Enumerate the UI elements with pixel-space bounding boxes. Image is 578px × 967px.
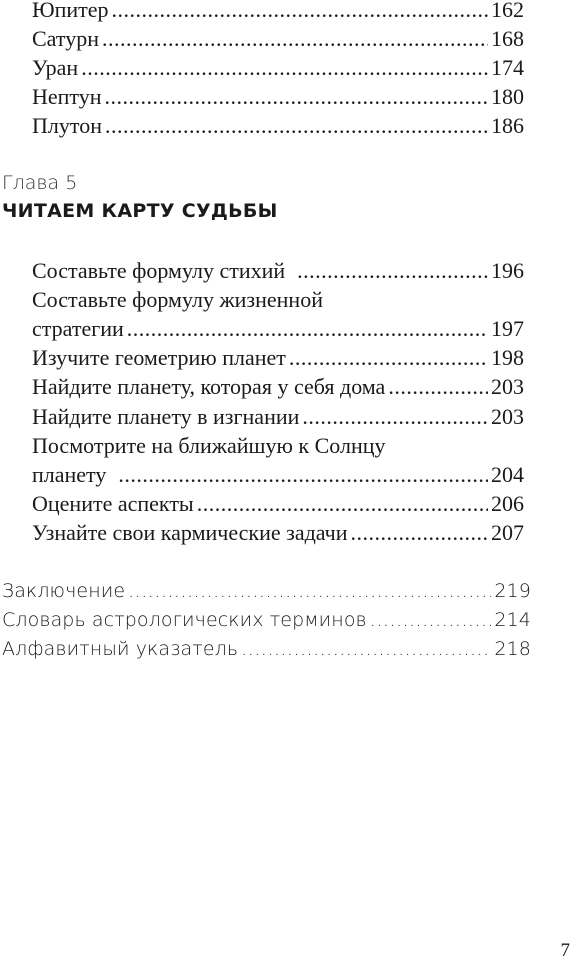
toc-entry-planet-at-home: [32, 374, 524, 400]
dot-leader: [102, 26, 488, 52]
toc-entry-planet-in-exile: [32, 404, 524, 430]
dot-leader: [128, 580, 491, 602]
toc-entry-karmic-tasks: [32, 520, 524, 546]
page-number: 7: [560, 940, 570, 961]
toc-entry-page: 180: [491, 84, 524, 109]
toc-entry-title: Найдите планету, которая у себя дома: [32, 374, 386, 399]
toc-entry-page: 214: [494, 609, 531, 631]
toc-entry-neptune: [32, 84, 524, 110]
toc-entry-title: Плутон: [32, 113, 102, 138]
toc-entry-title: Узнайте свои кармические задачи: [32, 520, 348, 545]
toc-entry-page: 219: [494, 580, 531, 602]
chapter-title: ЧИТАЕМ КАРТУ СУДЬБЫ: [2, 200, 278, 222]
toc-entry-title: планету: [32, 462, 107, 487]
toc-entry-life-strategy: [32, 316, 524, 342]
toc-entry-page: 186: [491, 113, 524, 138]
dot-leader: [105, 113, 488, 139]
dot-leader: [241, 638, 491, 660]
toc-entry-title: Алфавитный указатель: [2, 638, 239, 660]
toc-entry-title: Словарь астрологических терминов: [2, 609, 367, 631]
toc-entry-index: [2, 638, 531, 660]
dot-leader: [197, 491, 488, 517]
toc-entry-planet-geometry: [32, 345, 524, 371]
toc-entry-page: 204: [491, 462, 524, 487]
toc-entry-aspects: [32, 491, 524, 517]
dot-leader: [105, 84, 488, 110]
dot-leader: [112, 0, 488, 23]
toc-entry-page: 196: [491, 258, 524, 283]
toc-entry-page: 162: [491, 0, 524, 22]
toc-entry-title: Составьте формулу стихий: [32, 258, 286, 283]
toc-entry-title: стратегии: [32, 316, 124, 341]
toc-entry-title: Сатурн: [32, 26, 99, 51]
toc-entry-page: 168: [491, 26, 524, 51]
toc-entry-page: 206: [491, 491, 524, 516]
dot-leader: [289, 345, 488, 371]
toc-entry-page: 207: [491, 520, 524, 545]
toc-entry-elements-formula: [32, 258, 524, 284]
toc-entry-title-line1: Посмотрите на ближайшую к Солнцу: [32, 433, 386, 458]
toc-entry-title: Оцените аспекты: [32, 491, 194, 516]
toc-entry-page: 203: [491, 374, 524, 399]
toc-entry-saturn: [32, 26, 524, 52]
toc-entry-conclusion: [2, 580, 531, 602]
toc-entry-jupiter: [32, 0, 524, 23]
toc-entry-pluto: [32, 113, 524, 139]
toc-entry-title-line1: Составьте формулу жизненной: [32, 287, 323, 312]
toc-entry-page: 198: [491, 345, 524, 370]
toc-entry-title: Нептун: [32, 84, 102, 109]
toc-entry-glossary: [2, 609, 531, 631]
toc-entry-title: Юпитер: [32, 0, 109, 22]
dot-leader: [118, 462, 488, 488]
dot-leader: [81, 55, 488, 81]
toc-entry-title: Найдите планету в изгнании: [32, 404, 300, 429]
dot-leader: [302, 404, 488, 430]
toc-entry-title: Уран: [32, 55, 79, 80]
dot-leader: [370, 609, 492, 631]
toc-entry-page: 218: [494, 638, 531, 660]
dot-leader: [351, 520, 488, 546]
toc-entry-uranus: [32, 55, 524, 81]
toc-entry-closest-planet: [32, 462, 524, 488]
toc-entry-page: 197: [491, 316, 524, 341]
dot-leader: [297, 258, 488, 284]
chapter-label: Глава 5: [2, 172, 78, 194]
toc-entry-title: Заключение: [2, 580, 126, 602]
toc-entry-page: 203: [491, 404, 524, 429]
dot-leader: [127, 316, 488, 342]
toc-entry-title: Изучите геометрию планет: [32, 345, 286, 370]
dot-leader: [388, 374, 488, 400]
toc-entry-page: 174: [491, 55, 524, 80]
